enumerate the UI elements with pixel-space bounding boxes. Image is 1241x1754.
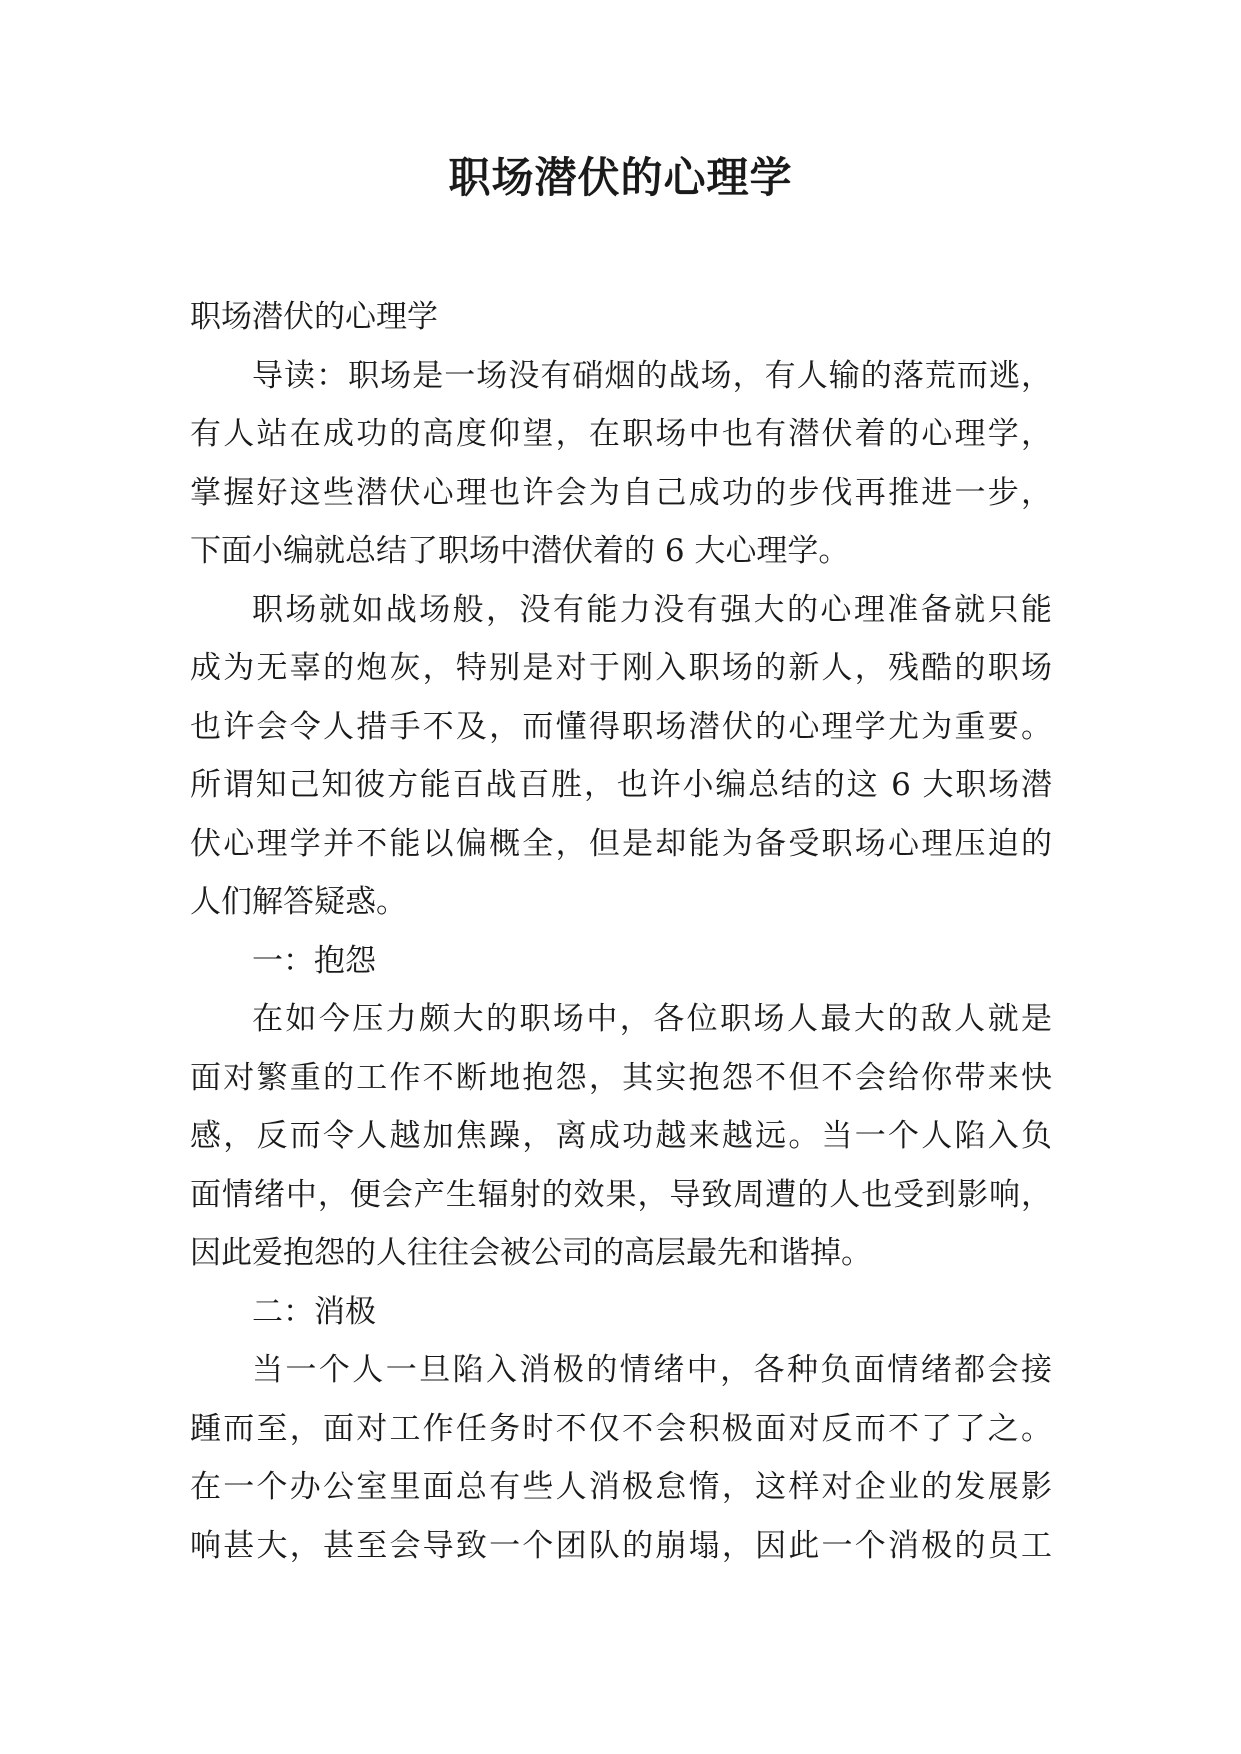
text-line: 导读：职场是一场没有硝烟的战场，有人输的落荒而逃， [252, 357, 1052, 394]
text-line: 也许会令人措手不及，而懂得职场潜伏的心理学尤为重要。 [190, 708, 1052, 745]
text-line: 掌握好这些潜伏心理也许会为自己成功的步伐再推进一步， [190, 474, 1052, 511]
text-line: 在一个办公室里面总有些人消极怠惰，这样对企业的发展影 [190, 1469, 1052, 1505]
text-line: 下面小编就总结了职场中潜伏着的 6 大心理学。 [190, 533, 850, 569]
text-line: 当一个人一旦陷入消极的情绪中，各种负面情绪都会接 [252, 1352, 1052, 1388]
text-line: 一：抱怨 [252, 942, 376, 979]
text-line: 在如今压力颇大的职场中，各位职场人最大的敌人就是 [252, 1001, 1052, 1037]
text-line: 二：消极 [252, 1293, 376, 1330]
document-body [190, 288, 1052, 1575]
text-line: 职场就如战场般，没有能力没有强大的心理准备就只能 [252, 591, 1052, 628]
text-line: 有人站在成功的高度仰望，在职场中也有潜伏着的心理学， [190, 416, 1052, 452]
text-line: 面对繁重的工作不断地抱怨，其实抱怨不但不会给你带来快 [190, 1059, 1052, 1096]
document-title: 职场潜伏的心理学 [448, 153, 793, 202]
text-line: 伏心理学并不能以偏概全，但是却能为备受职场心理压迫的 [190, 825, 1052, 862]
text-line: 所谓知己知彼方能百战百胜，也许小编总结的这 6 大职场潜 [190, 767, 1052, 803]
text-line: 面情绪中，便会产生辐射的效果，导致周遭的人也受到影响， [190, 1176, 1052, 1213]
text-line: 响甚大，甚至会导致一个团队的崩塌，因此一个消极的员工 [190, 1527, 1052, 1564]
text-line: 踵而至，面对工作任务时不仅不会积极面对反而不了了之。 [190, 1410, 1052, 1447]
text-line: 感，反而令人越加焦躁，离成功越来越远。当一个人陷入负 [190, 1118, 1052, 1154]
text-line: 职场潜伏的心理学 [190, 299, 438, 335]
text-line: 成为无辜的炮灰，特别是对于刚入职场的新人，残酷的职场 [190, 650, 1052, 686]
text-line: 因此爱抱怨的人往往会被公司的高层最先和谐掉。 [190, 1235, 872, 1271]
text-line: 人们解答疑惑。 [190, 884, 407, 920]
